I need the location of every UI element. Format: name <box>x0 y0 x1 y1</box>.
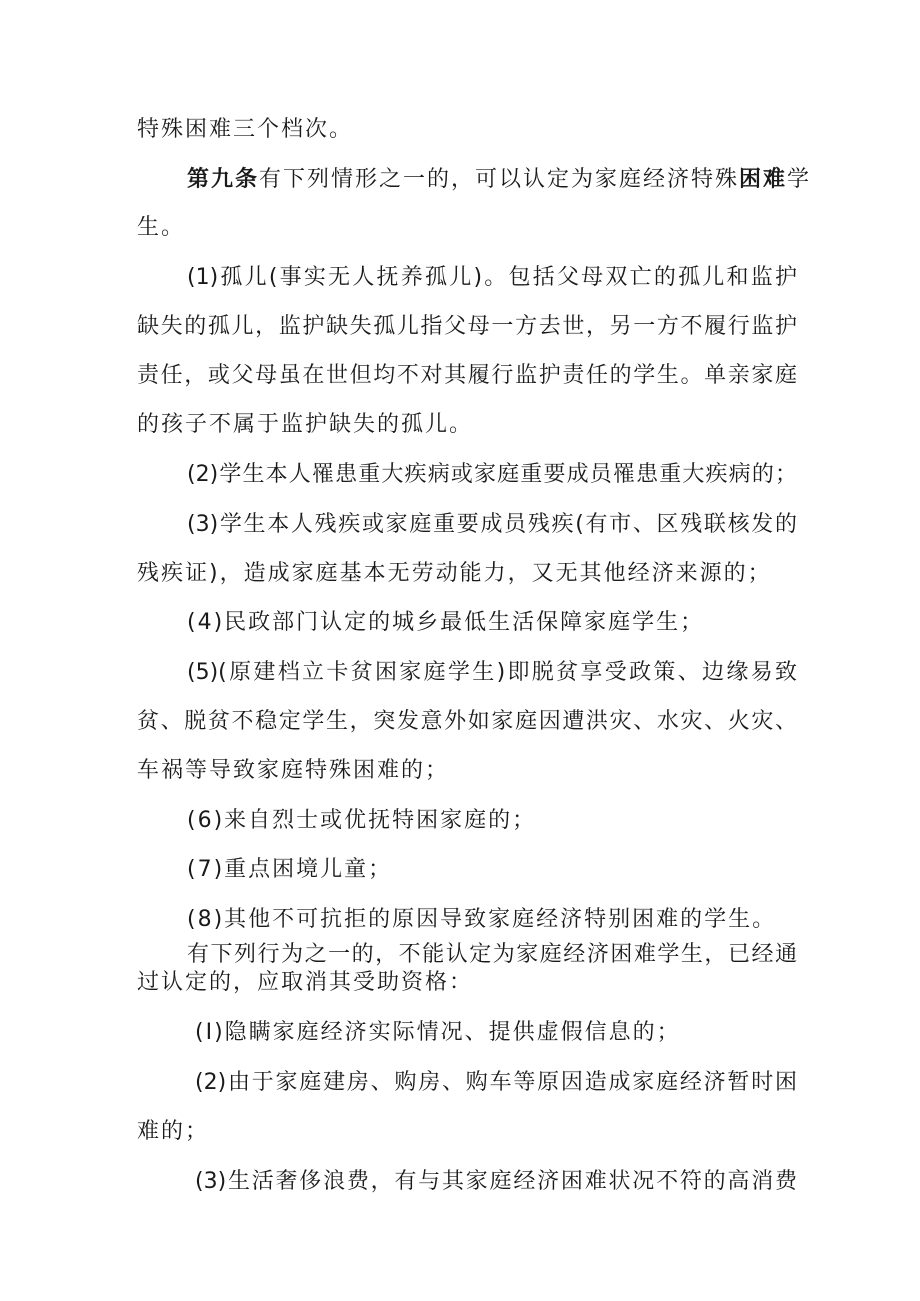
text-line: 特殊困难三个档次。 <box>137 117 354 142</box>
item-8: (8)其他不可抗拒的原因导致家庭经济特别困难的学生。 <box>187 907 777 932</box>
exclusion-item-2-line-2: 难的； <box>137 1119 210 1144</box>
article-9-first-line <box>187 165 812 195</box>
exclusion-line-2: 过认定的，应取消其受助资格： <box>137 970 474 995</box>
item-1-line-3: 责任，或父母虽在世但均不对其履行监护责任的学生。单亲家庭 <box>137 363 797 388</box>
item-2: (2)学生本人罹患重大疾病或家庭重要成员罹患重大疾病的； <box>187 462 797 487</box>
item-5-line-1: (5)(原建档立卡贫困家庭学生)即脱贫享受政策、边缘易致 <box>187 660 797 685</box>
item-4: (4)民政部门认定的城乡最低生活保障家庭学生； <box>187 610 705 635</box>
item-1-line-1: (1)孤儿(事实无人抚养孤儿)。包括父母双亡的孤儿和监护 <box>187 265 797 290</box>
item-5-line-3: 车祸等导致家庭特殊困难的； <box>137 758 450 783</box>
item-7: (7)重点困境儿童； <box>187 857 393 882</box>
exclusion-item-2-line-1: (2)由于家庭建房、购房、购车等原因造成家庭经济暂时困 <box>195 1070 797 1095</box>
item-1-line-2: 缺失的孤儿，监护缺失孤儿指父母一方去世，另一方不履行监护 <box>137 314 797 339</box>
item-3-line-1: (3)学生本人残疾或家庭重要成员残疾(有市、区残联核发的 <box>187 512 797 537</box>
article-9-bold-word: 困难 <box>739 167 788 192</box>
article-9-text: 有下列情形之一的，可以认定为家庭经济特殊 <box>259 167 740 192</box>
text-line: 生。 <box>137 215 186 240</box>
exclusion-line-1: 有下列行为之一的，不能认定为家庭经济困难学生，已经通 <box>187 942 797 967</box>
item-3-line-2: 残疾证)，造成家庭基本无劳动能力，又无其他经济来源的； <box>137 561 772 586</box>
article-9-heading: 第九条 <box>187 167 260 192</box>
exclusion-item-3-line-1: (3)生活奢侈浪费，有与其家庭经济困难状况不符的高消费 <box>195 1169 797 1194</box>
item-1-line-4: 的孩子不属于监护缺失的孤儿。 <box>137 412 474 437</box>
item-6: (6)来自烈士或优抚特困家庭的； <box>187 808 537 833</box>
item-5-line-2: 贫、脱贫不稳定学生，突发意外如家庭因遭洪灾、水灾、火灾、 <box>137 709 797 734</box>
exclusion-item-1: (I)隐瞒家庭经济实际情况、提供虚假信息的； <box>195 1020 681 1045</box>
article-9-text-end: 学 <box>787 167 812 192</box>
